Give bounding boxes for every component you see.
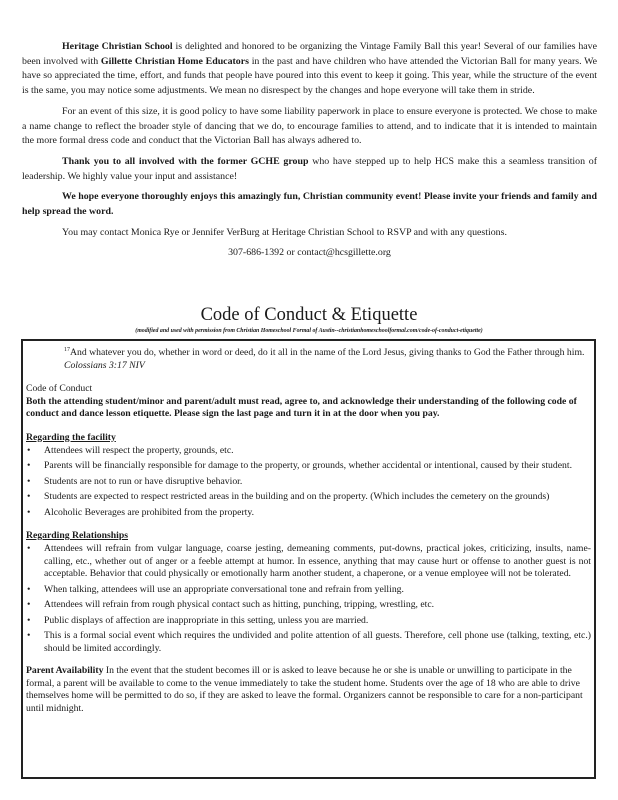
bullet-icon: • — [27, 614, 31, 626]
bullet-icon: • — [27, 543, 31, 554]
bullet-icon: • — [27, 506, 31, 518]
verse-reference: Colossians 3:17 NIV — [64, 359, 145, 371]
bullet-icon: • — [27, 599, 31, 610]
list-item-text: Parents will be financially responsible for damage to the property, or grounds, whether accidental or intentional, caused by their student. — [44, 460, 572, 471]
credit-line: (modified and used with permission from Christian Homeschool Formal of Austin--christianhomeschoolformal.com/code-of-conduct-etiquette) — [135, 328, 483, 334]
parent-availability — [26, 665, 591, 715]
facility-heading — [26, 431, 591, 444]
verse-text: And whatever you do, whether in word or deed, do it all in the name of the Lord Jesus, giving thanks to God the Father through him. — [70, 347, 585, 358]
parent-availability-text: In the event that the student becomes ill or is asked to leave because he or she is unable or unwilling to participate in the formal, a parent will be available to come to the venue immediately to take the student home. Students over the age of 18 who are able to drive themselves home will be permitted to do so, if they are asked to leave the formal. Organizers cannot be responsible to care for a non-participant until midnight. — [26, 665, 583, 714]
intro-paragraph-1 — [22, 40, 597, 99]
enjoy-bold: We hope everyone thoroughly enjoys this amazingly fun, Christian community event! Please invite your friends and family and help spread the word. — [22, 191, 597, 218]
gche-name: Gillette Christian Home Educators — [100, 55, 249, 67]
section-label: Code of Conduct — [26, 383, 93, 394]
list-item — [26, 445, 591, 458]
facility-list — [26, 445, 591, 520]
bullet-icon: • — [27, 460, 31, 471]
list-item-text: Students are expected to respect restricted areas in the building and on the property. (Which includes the cemetery on the grounds) — [44, 491, 550, 502]
list-item — [26, 460, 591, 473]
list-item — [26, 476, 591, 489]
list-item-text: Public displays of affection are inappropriate in this setting, unless you are married. — [44, 614, 369, 626]
code-box-content — [26, 347, 591, 715]
list-item — [26, 543, 591, 581]
bible-verse — [64, 347, 591, 372]
contact-line: 307-686-1392 or contact@hcsgillette.org — [228, 247, 391, 259]
list-item-text: When talking, attendees will use an appropriate conversational tone and refrain from yelling. — [44, 583, 404, 595]
code-of-conduct-box — [21, 339, 596, 779]
list-item-text: Attendees will refrain from vulgar language, coarse jesting, demeaning comments, put-downs, practical jokes, criticizing, insults, name-calling, etc., whether out of anger or a feeble attempt at humor. In essence, anything that may cause hurt or offense to another guest is not acceptable. Behavior that could physically or emotionally harm another student, a chaperone, or a venue employee will not be tolerated. — [44, 543, 591, 579]
bullet-icon: • — [27, 491, 31, 502]
list-item — [26, 630, 591, 655]
intro-paragraph-4 — [22, 190, 597, 219]
parent-availability-label: Parent Availability — [26, 665, 104, 676]
relationships-heading — [26, 529, 591, 542]
intro-section — [22, 40, 597, 267]
list-item — [26, 615, 591, 628]
section-instructions: Both the attending student/minor and parent/adult must read, agree to, and acknowledge their understanding of the following code of conduct and dance lesson etiquette. Please sign the last page and turn it in at the door when you pay. — [26, 395, 577, 419]
intro-paragraph-2: For an event of this size, it is good policy to have some liability paperwork in place to ensure everyone is protected. We chose to make a name change to reflect the broader style of dancing that we do, to encourage families to attend, and to indicate that it is intended to maintain the more formal dress code and conduct that the Victorian Ball has always adhered to. — [22, 105, 597, 147]
intro-text: in the past and have children who have attended the Victorian Ball for many years. We have so appreciated the time, effort, and funds that people have poured into this event to keep it going. This year, while the structure of the event is the same, you may notice some adjustments. We mean no disrespect by the changes and hope everyone will take them in stride. — [22, 55, 597, 97]
verse-number: 17 — [64, 346, 70, 353]
facility-heading-text: Regarding the facility — [26, 431, 116, 443]
list-item-text: Attendees will refrain from rough physical contact such as hitting, punching, tripping, wrestling, etc. — [44, 599, 435, 610]
intro-text: is delighted and honored to be organizing the Vintage Family Ball this year! Several of our families have been involved with — [22, 41, 597, 67]
thanks-bold: Thank you to all involved with the former GCHE group — [62, 155, 309, 167]
bullet-icon: • — [27, 630, 31, 641]
bullet-icon: • — [27, 475, 31, 487]
relationships-list — [26, 543, 591, 655]
list-item-text: This is a formal social event which requires the undivided and polite attention of all guests. Therefore, cell phone use (talking, texting, etc.) should be limited accordingly. — [44, 630, 591, 654]
list-item-text: Attendees will respect the property, grounds, etc. — [44, 444, 234, 456]
intro-paragraph-5: You may contact Monica Rye or Jennifer VerBurg at Heritage Christian School to RSVP and with any questions. — [62, 226, 507, 238]
list-item — [26, 584, 591, 597]
list-item-text: Alcoholic Beverages are prohibited from the property. — [44, 506, 254, 518]
intro-paragraph-3 — [22, 155, 597, 184]
relationships-heading-text: Regarding Relationships — [26, 530, 129, 541]
list-item-text: Students are not to run or have disruptive behavior. — [44, 475, 243, 487]
thanks-text: who have stepped up to help HCS make this a seamless transition of leadership. We highly value your input and assistance! — [22, 155, 597, 182]
list-item — [26, 599, 591, 612]
school-name: Heritage Christian School — [62, 41, 173, 52]
bullet-icon: • — [27, 444, 31, 456]
bullet-icon: • — [27, 583, 31, 595]
list-item — [26, 507, 591, 520]
code-title: Code of Conduct & Etiquette — [200, 305, 418, 325]
list-item — [26, 491, 591, 504]
